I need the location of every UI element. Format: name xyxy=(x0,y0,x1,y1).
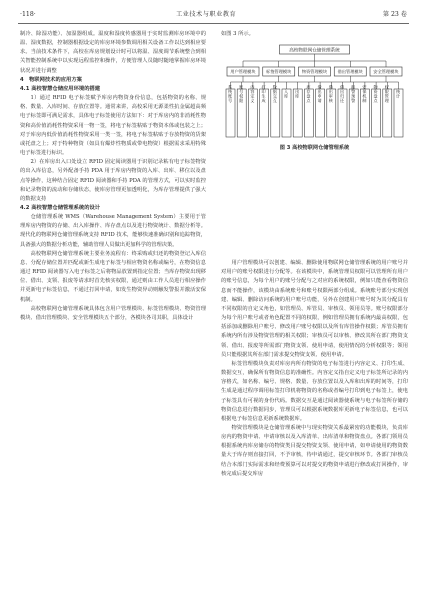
left-column xyxy=(20,30,206,323)
leaf-label: 借出申请 xyxy=(317,85,323,104)
body-paragraph: 制冷、除湿功能）、加湿器组成。温度和湿度传感器用于实时监测库房环境中的温、湿度数据，控制器根据设定的库房环境参数调用相关设备工作以达到相应要求。当前技术条件下，高校在库房规划设计时可以将温、湿度调节系统整合到相关智能控制系统中以实现远程监控和操作，方便管理人员随时随地掌握库房环境状况并进行调整 xyxy=(20,31,206,74)
module-label: 安全管理模块 xyxy=(373,69,399,75)
leaf-label: 内容定义 xyxy=(250,85,256,104)
leaf-label: 系统账号 xyxy=(228,85,233,104)
module-label: 用户管理模块 xyxy=(230,69,256,75)
body-paragraph: 高校物联网仓储管理系统具体包含用户管理模块、标签管理模块、物资管理模块、借出管理模块、安全管理模块五个部分，各模块各司其职，具体设计 xyxy=(20,305,206,321)
leaf-label: 报警预警 xyxy=(351,85,357,104)
leaf-label: 打印生成 xyxy=(261,85,267,104)
leaf-label: 权限管理 xyxy=(384,85,390,104)
leaf-label: 借出审核 xyxy=(328,85,334,104)
leaf-label: 账号权限 xyxy=(239,85,245,104)
running-header xyxy=(0,9,427,21)
root-label: 高校物联网仓储管理系统 xyxy=(289,48,340,54)
module-label: 物资管理模块 xyxy=(301,69,328,75)
page-number: ·118· xyxy=(20,11,36,18)
leaf-label: 入库 xyxy=(284,89,289,99)
leaf-label: 统计 xyxy=(396,89,401,99)
leaf-label: 数据交互 xyxy=(272,85,278,104)
body-paragraph: 仓储管理系统 WMS（Warehouse Management System）主要用于管理库房内物资的存储、出入库操作、库存盘点以及进行物资统计、数据分析等。现代化的物联网仓储管理系统支持 RFID 技术，能够快速准确识别和追踪物资，具备强大的数据分析功能，辅助管理人员做出更加科学的管理决策。 xyxy=(20,214,206,248)
right-column xyxy=(221,30,408,479)
body-paragraph: 2）在库房出入口处设立 RFID 固定阅读器用于识别记录粘有电子标签物资的出入库信息，另外配备手持 PDA 用于库房内物资的入库、出库、移位以及盘点等操作，这种结合固定 RFID 阅读器和手持 PDA 的管理方式，可以实时监控和记录物资的流动和存储状态，使库房管理更加透明化，为库存管理提供了强大的数据支持 xyxy=(20,159,206,202)
volume-label: 第 23 卷 xyxy=(382,11,407,18)
body-paragraph: 高校物联网仓储管理系统主要业务流程有：终采购或归还的物资登记入库信息、分配存储位置并匹配或新生成电子标签与相应物资名称或编号，在物资信息通过 RFID 阅读器写入电子标签之后将物品放置到指定位置；当库存物资出现移位、借出、支领、报废等请求时首先核实权限，通过则由工作人员进行相应操作并更新电子标签信息，不通过打回申请，如发生物资异动则触发警报并激活安保机制。 xyxy=(20,250,206,303)
module-label: 标签管理模块 xyxy=(266,69,292,75)
body-paragraph: 1）通过 RFID 电子标签赋予库房内物资身份信息，包括物资的名称、规格、数量、入库时间、存放位置等。通常来讲，高校采用无源柔性抗金属超高频电子标签即可满足需求，具体电子标签使用方法如下：对于库房内的非消耗性物资和高价值消耗性物资采用一物一签，将电子标签粘贴于物资本体或包装之上；对于库房内低价值消耗性物资采用一类一签，将电子标签粘贴于存放物资的货架或托盘之上；对于特种物资（如具有爆炸性物质或带电物资）根据需求采用特殊电子标签进行标识。 xyxy=(20,95,206,157)
section-heading: 4.2 高校智慧仓储管理系统的设计 xyxy=(20,204,101,211)
header-rule xyxy=(18,23,409,24)
leaf-label: 库存盘点 xyxy=(306,85,312,104)
body-paragraph: 物资管理模块是仓储管理系统中与现实物资关系最紧密的功能模块，负责库房内的物资申请、申请审核以及入库清单、出库清单和物资盘点。各部门领用员根据系统内库房储存的物资类目提交物资支领、使用申请，如申请使用的物资数量大于库存则直接打回，不予审核，待申请通过，提交审核环节。各部门审核员结合本部门实际需求和经费预算可以对提交的物资申请进行修改或打回操作，审核完成后提交库房 xyxy=(221,424,408,477)
figure-caption: 图 3 高校物联网仓储管理系统 xyxy=(279,145,350,152)
module-label: 借出管理模块 xyxy=(337,69,363,75)
leaf-label: 借出归还 xyxy=(340,85,345,104)
leaf-label: 安保机制 xyxy=(362,85,368,104)
leaf-label: 物资盘点 xyxy=(373,85,379,104)
figure-3 xyxy=(221,39,408,152)
body-paragraph: 标签管理模块负责对库房内所有物资的电子标签进行内容定义、打印生成、数据交互，确保所有物资信息的准确性。内容定义指自定义电子标签所记录的内容格式，如名称、编号、规格、数量、存放位置以及入库和出库的时间等，打印生成是通过程序调用标签打印机将物资的名称或者编号打印到电子标签上，使电子标签具有可视的身份代码。数据交互是通过阅读器使系统与电子标签所存储的物资信息进行数据同步，管理员可以根据系统数据库更新电子标签信息，也可以根据电子标签信息更新系统数据库。 xyxy=(221,360,408,422)
section-heading: 4 物联网技术的应用方案 xyxy=(20,76,82,83)
figure-reference: 如图 3 所示。 xyxy=(221,31,254,37)
leaf-label: 出库 xyxy=(295,89,301,99)
body-paragraph: 用户管理模块可以创建、编辑、删除使用物联网仓储管理系统的用户账号并对用户的账号权限进行分配等。在该模块中，系统管理员权限可以管理所有用户的账号信息，为每个用户的账号分配与之对应的系统权限，例如只能查看物资信息而不能操作，该模块由系统账号和账号权限两部分组成。系统账号部分实现创建、编辑、删除访问系统的用户账号功能，另外在创建用户账号时为其分配具有不同权限的自定义角色，如管理员、库管员、审核员、领用员等。账号权限部分为每个用户账号或者角色配置不同的权限，例如管理员拥有系统内最高权限，包括添加或删除用户账号、修改用户账号权限以及所有库管操作权限；库管员拥有系统内所有涉及物资管理的相关权限；审核员可以审核、修改其所在部门物资支领、借出、报废等所需部门物资支领、使用申请，使用情况的分析权限等；领用员只能根据其所在部门需求提交物资支领、使用申请。 xyxy=(221,260,408,358)
system-diagram xyxy=(221,39,408,143)
journal-title: 工业技术与职业教育 xyxy=(176,11,237,18)
section-heading: 4.1 高校智慧仓储应用环境的搭建 xyxy=(20,85,101,92)
